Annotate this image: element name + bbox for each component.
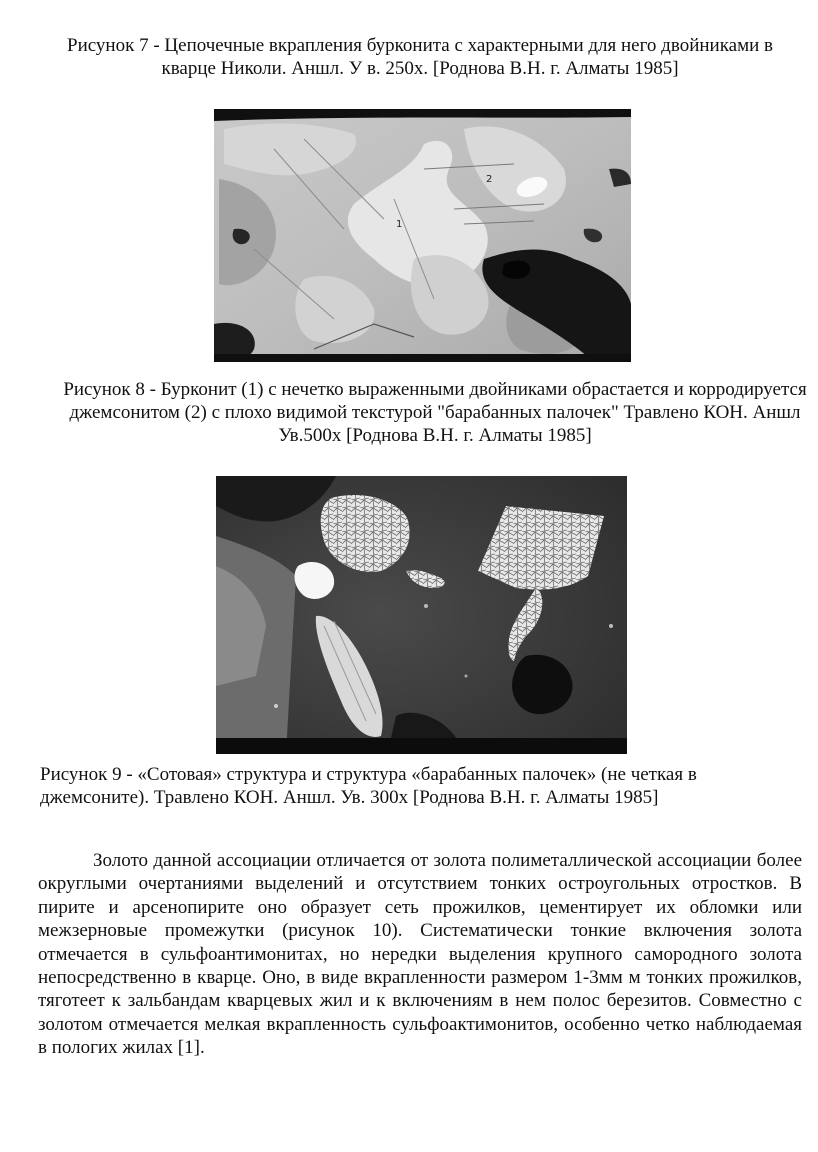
body-paragraph: Золото данной ассоциации отличается от золота полиметаллической ассоциации более округлыми очертаниями выделений и отсутствием тонких остроугольных отростков. В пирите и арсенопирите оно образует сеть прожилков, цементирует их обломки или межзерновые промежутки (рисунок 10). Систематически тонкие включения золота отмечается в сульфоантимонитах, но нередки выделения крупного самородного золота непосредственно в кварце. Оно, в виде вкрапленности размером 1-3мм м тонких прожилков, тяготеет к зальбандам кварцевых жил и к включениям в нем полос березитов. Совместно с золотом отмечается мелкая вкрапленность сульфоактимонитов, особенно четко наблюдаемая в пологих жилах [1].	[38, 850, 802, 1059]
figure-caption-8: Рисунок 8 - Бурконит (1) с нечетко выраженными двойниками обрастается и корродируется джемсонитом (2) с плохо видимой текстурой "барабанных палочек" Травлено КОН. Аншл Ув.500х [Роднова В.Н. г. Алматы 1985]	[63, 379, 807, 446]
micrograph-figure-8	[214, 109, 631, 362]
photo-label-1: 1	[396, 219, 403, 230]
figure-caption-9: Рисунок 9 - «Сотовая» структура и структура «барабанных палочек» (не четкая в джемсоните). Травлено КОН. Аншл. Ув. 300х [Роднова В.Н. г. Алматы 1985]	[40, 764, 697, 808]
figure-caption-7: Рисунок 7 - Цепочечные вкрапления бурконита с характерными для него двойниками в кварце Николи. Аншл. У в. 250х. [Роднова В.Н. г. Алматы 1985]	[67, 35, 773, 79]
micrograph-figure-9	[216, 476, 627, 754]
photo-label-2: 2	[486, 174, 493, 185]
